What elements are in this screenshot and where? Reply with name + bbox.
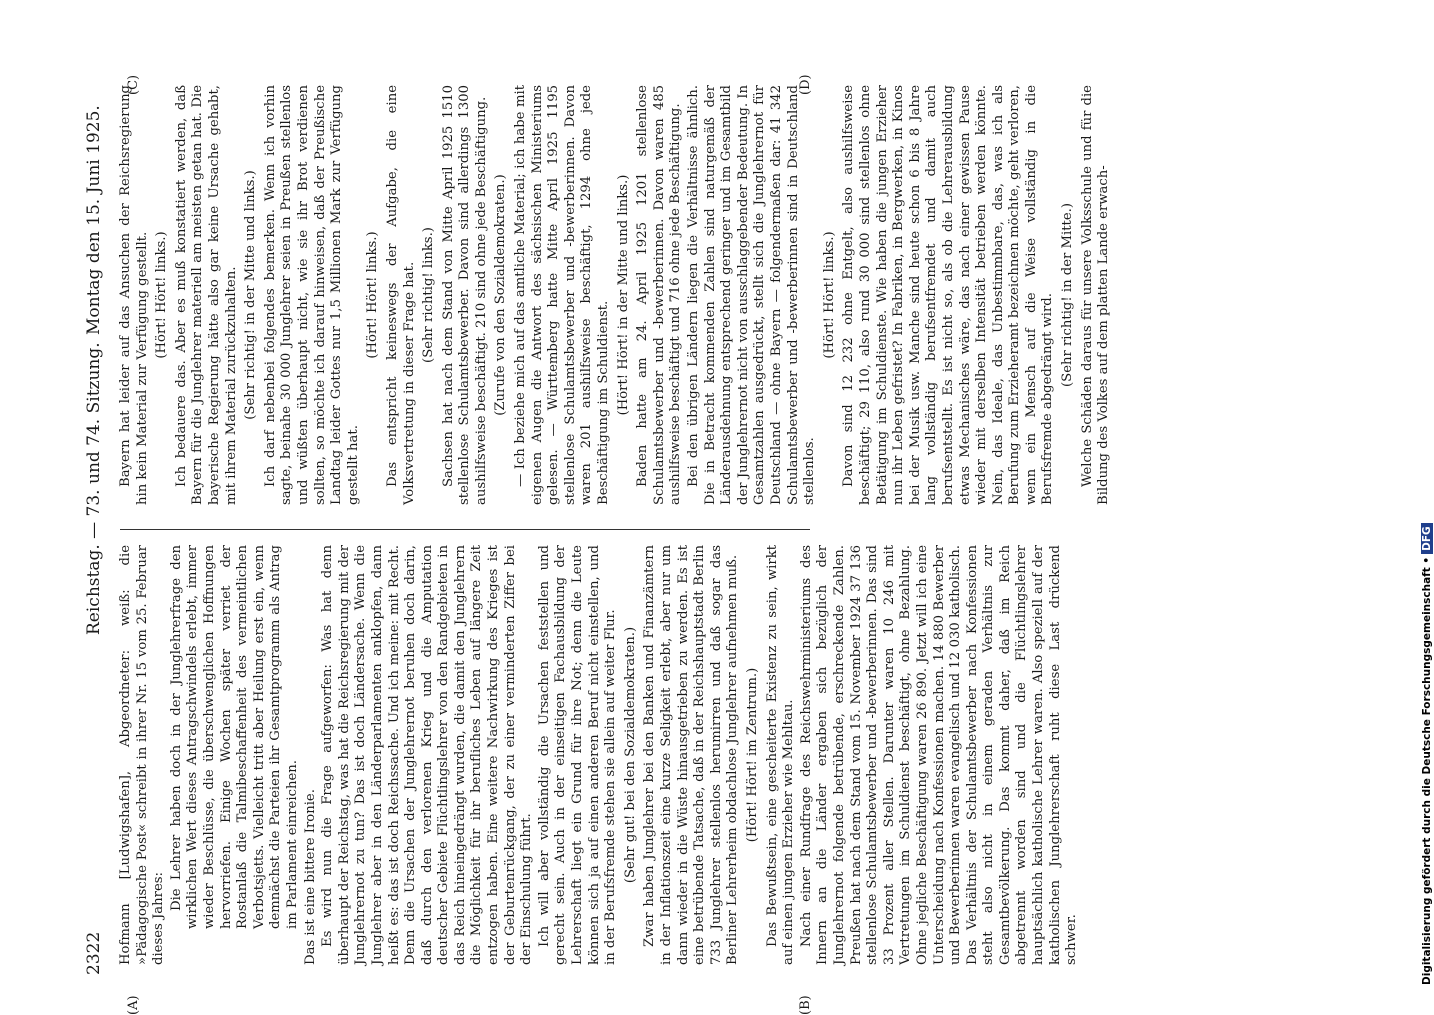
interjection: (Sehr richtig! links.) (421, 227, 437, 363)
interjection: (Sehr richtig! in der Mitte.) (1060, 203, 1076, 387)
paragraph: Ich will aber vollständig die Ursachen feststellen und gerecht sein. Auch in der einseitigen Fachausbildung der Lehrerschaft liegt ein Grund für ihre Not; denn die Leute können sich ja auf einen anderen Beruf nicht einstellen, und in der Berufsfremde stehen sie allein auf weiter Flur. (536, 545, 619, 965)
session-title: Reichstag. — 73. und 74. Sitzung. (84, 342, 104, 635)
paragraph: Bayern hat leider auf das Ansuchen der Reichsregierung hin kein Material zur Verfügung gestellt. (118, 85, 150, 505)
margin-marker-b: (B) (798, 995, 813, 1015)
paragraph: Zwar haben Junglehrer bei den Banken und Finanzämtern in der Inflationszeit eine kurze Seligkeit erlebt, aber nur um dann wieder in die Wüste hinausgetrieben zu werden. Es ist eine betrübende Tatsache, daß in der Reichshauptstadt Berlin 733 Junglehrer stellenlos herumirren und daß sogar das Berliner Lehrerheim obdachlose Junglehrer aufnehmen muß. (642, 545, 741, 965)
interjection: (Hört! Hört! links.) (821, 231, 837, 359)
paragraph: Baden hatte am 24. April 1925 1201 stellenlose Schulamtsbewerber und -bewerberinnen. Davon waren 485 aushilfsweise beschäftigt und 716 ohne jede Beschäftigung. (635, 85, 684, 505)
column-divider (120, 529, 810, 530)
paragraph: Das entspricht keineswegs der Aufgabe, die eine Volksvertretung in dieser Frage hat. (384, 85, 417, 505)
interjection: (Hört! Hört! im Zentrum.) (744, 667, 760, 843)
page-number: 2322 (84, 931, 104, 975)
paragraph: Hofmann [Ludwigshafen], Abgeordneter: weiß: die »Pädagogische Post« schreibt in ihrer Nr. 15 vom 25. Februar dieses Jahres: (118, 545, 167, 965)
digitization-credit (1421, 523, 1433, 985)
running-header (78, 75, 118, 975)
paragraph: Nach einer Rundfrage des Reichswehrministeriums des Innern an die Länder ergaben sich bezüglich der Junglehrernot folgende betrübende, erschreckende Zahlen. Preußen hat nach dem Stand vom 15. November 1924 37 136 stellenlose Schulamtsbewerber und -bewerberinnen. Das sind 33 Prozent aller Stellen. Darunter waren 10 246 mit Vertretungen im Schuldienst beschäftigt, ohne Bezahlung. Ohne jegliche Beschäftigung waren 26 890. Jetzt will ich eine Unterscheidung nach Konfessionen machen. 14 880 Bewerber und Bewerberinnen waren evangelisch und 12 030 katholisch. Das Verhältnis der Schulamtsbewerber nach Konfessionen steht also nicht in einem geraden Verhältnis zur Gesamtbevölkerung. Das kommt daher, daß im Reich abgetrennt worden sind und die Flüchtlingslehrer hauptsächlich katholische Lehrer waren. Also speziell auf der katholischen Junglehrerschaft ruht diese Last drückend schwer. (798, 545, 1080, 965)
paragraph: Ich bedauere das. Aber es muß konstatiert werden, daß Bayern für die Junglehrer materiell am meisten getan hat. Die bayerische Regierung hätte also gar keine Ursache gehabt, mit ihrem Material zurückzuhalten. (173, 85, 239, 505)
paragraph: Sachsen hat nach dem Stand von Mitte April 1925 1510 stellenlose Schulamtsbewerber. Davon sind allerdings 1300 aushilfsweise beschäftigt. 210 sind ohne jede Beschäftigung. (440, 85, 489, 505)
left-column (118, 545, 1082, 965)
digitization-credit-strip (1419, 5, 1434, 995)
interjection: (Zurufe von den Sozialdemokraten.) (493, 174, 509, 416)
interjection: (Sehr gut! bei den Sozialdemokraten.) (622, 626, 638, 884)
interjection: (Sehr richtig! in der Mitte und links.) (243, 170, 259, 420)
paragraph: Ich darf nebenbei folgendes bemerken. Wenn ich vorhin sagte, beinahe 30 000 Junglehrer seien in Preußen stellenlos und wüßten überhaupt nicht, wie sie ihr Brot verdienen sollten, so möchte ich darauf hinweisen, daß der Preußische Landtag leider Gottes nur 1,5 Millionen Mark zur Verfügung gestellt hat. (262, 85, 361, 505)
credit-text: Digitalisierung gefördert durch die Deutsche Forschungsgemeinschaft • (1421, 556, 1433, 985)
quotation: Die Lehrer haben doch in der Junglehrerfrage den wirklichen Wert dieses Antragschwindels erlebt, immer wieder Beschlüsse, die überschwenglichen Hoffnungen hervorriefen. Einige Wochen später verriet der Rostanlaß die Talmibeschaffenheit des vermeintlichen Verbotsjetts. Vielleicht tritt aber Heilung erst ein, wenn demnächst die Parteien ihr Gesamtprogramm als Antrag im Parlament einreichen. (168, 545, 300, 929)
session-date: Montag den 15. Juni 1925. (84, 105, 104, 335)
margin-marker-a: (A) (126, 995, 141, 1015)
dfg-logo: DFG (1421, 523, 1433, 554)
right-column (118, 85, 1114, 505)
interjection: (Hört! Hört! in der Mitte und links.) (615, 174, 631, 416)
interjection: (Hört! Hört! links.) (154, 231, 170, 359)
paragraph: Davon sind 12 232 ohne Entgelt, also aushilfsweise beschäftigt; 29 110, also rund 30 000 sind stellenlos ohne Betätigung im Schuldienste. Wie haben die jungen Erzieher nun ihr Leben gefristet? In Fabriken, in Bergwerken, in Kinos bei der Musik usw. Manche sind heute schon 6 bis 8 Jahre lang vollständig berufsentfremdet und damit auch berufsentstellt. Es ist nicht so, als ob die Lehrerausbildung etwas Mechanisches wäre, das nach einer gewissen Pause wieder mit derselben Intensität betrieben werden könnte. Nein, das Ideale, das Unbestimmbare, das, was ich als Berufung zum Erzieheramt bezeichnen möchte, geht verloren, wenn ein Mensch auf die Weise vollständig in die Berufsfremde abgedrängt wird. (841, 85, 1056, 505)
paragraph: Es wird nun die Frage aufgeworfen: Was hat denn überhaupt der Reichstag, was hat die Reichsregierung mit der Junglehrernot zu tun? Das ist doch Ländersache. Wenn die Junglehrer aber in den Länderparlamenten anklopfen, dann heißt es: das ist doch Reichssache. Und ich meine: mit Recht. Denn die Ursachen der Junglehrernot beruhen doch darin, daß durch den verlorenen Krieg und die Amputation deutscher Gebiete Flüchtlingslehrer von den Randgebieten in das Reich hineingedrängt wurden, die damit den Junglehrern die Möglichkeit für ihr berufliches Leben auf längere Zeit entzogen haben. Eine weitere Nachwirkung des Krieges ist der Geburtenrückgang, der zu einer verminderten Ziffer bei der Einschulung führt. (320, 545, 535, 965)
paragraph: Bei den übrigen Ländern liegen die Verhältnisse ähnlich. Die in Betracht kommenden Zahlen sind naturgemäß der Länderausdehnung entsprechend geringer und im Gesamtbild der Junglehrernot nicht von ausschlaggebender Bedeutung. In Gesamtzahlen ausgedrückt, stellt sich die Junglehrernot für Deutschland — ohne Bayern — folgendermaßen dar: 41 342 Schulamtsbewerber und -bewerberinnen sind in Deutschland stellenlos. (686, 85, 818, 505)
margin-marker-c: (C) (126, 74, 141, 95)
margin-marker-d: (D) (798, 74, 813, 95)
paragraph: Das Bewußtsein, eine gescheiterte Existenz zu sein, wirkt auf einen jungen Erzieher wie Mehltau. (764, 545, 797, 965)
interjection: (Hört! Hört! links.) (365, 231, 381, 359)
paragraph: Welche Schäden daraus für unsere Volksschule und für die Bildung des Volkes auf dem platten Lande erwach- (1079, 85, 1112, 505)
paragraph: Das ist eine bittere Ironie. (302, 789, 318, 965)
paragraph: — Ich beziehe mich auf das amtliche Material; ich habe mit eigenen Augen die Antwort des sächsischen Ministeriums gelesen. — Württemberg hatte Mitte April 1925 1195 stellenlose Schulamtsbewerber und -bewerberinnen. Davon waren 201 aushilfsweise beschäftigt, 1294 ohne jede Beschäftigung im Schuldienst. (513, 85, 612, 505)
rotated-page-content (78, 74, 1318, 1015)
